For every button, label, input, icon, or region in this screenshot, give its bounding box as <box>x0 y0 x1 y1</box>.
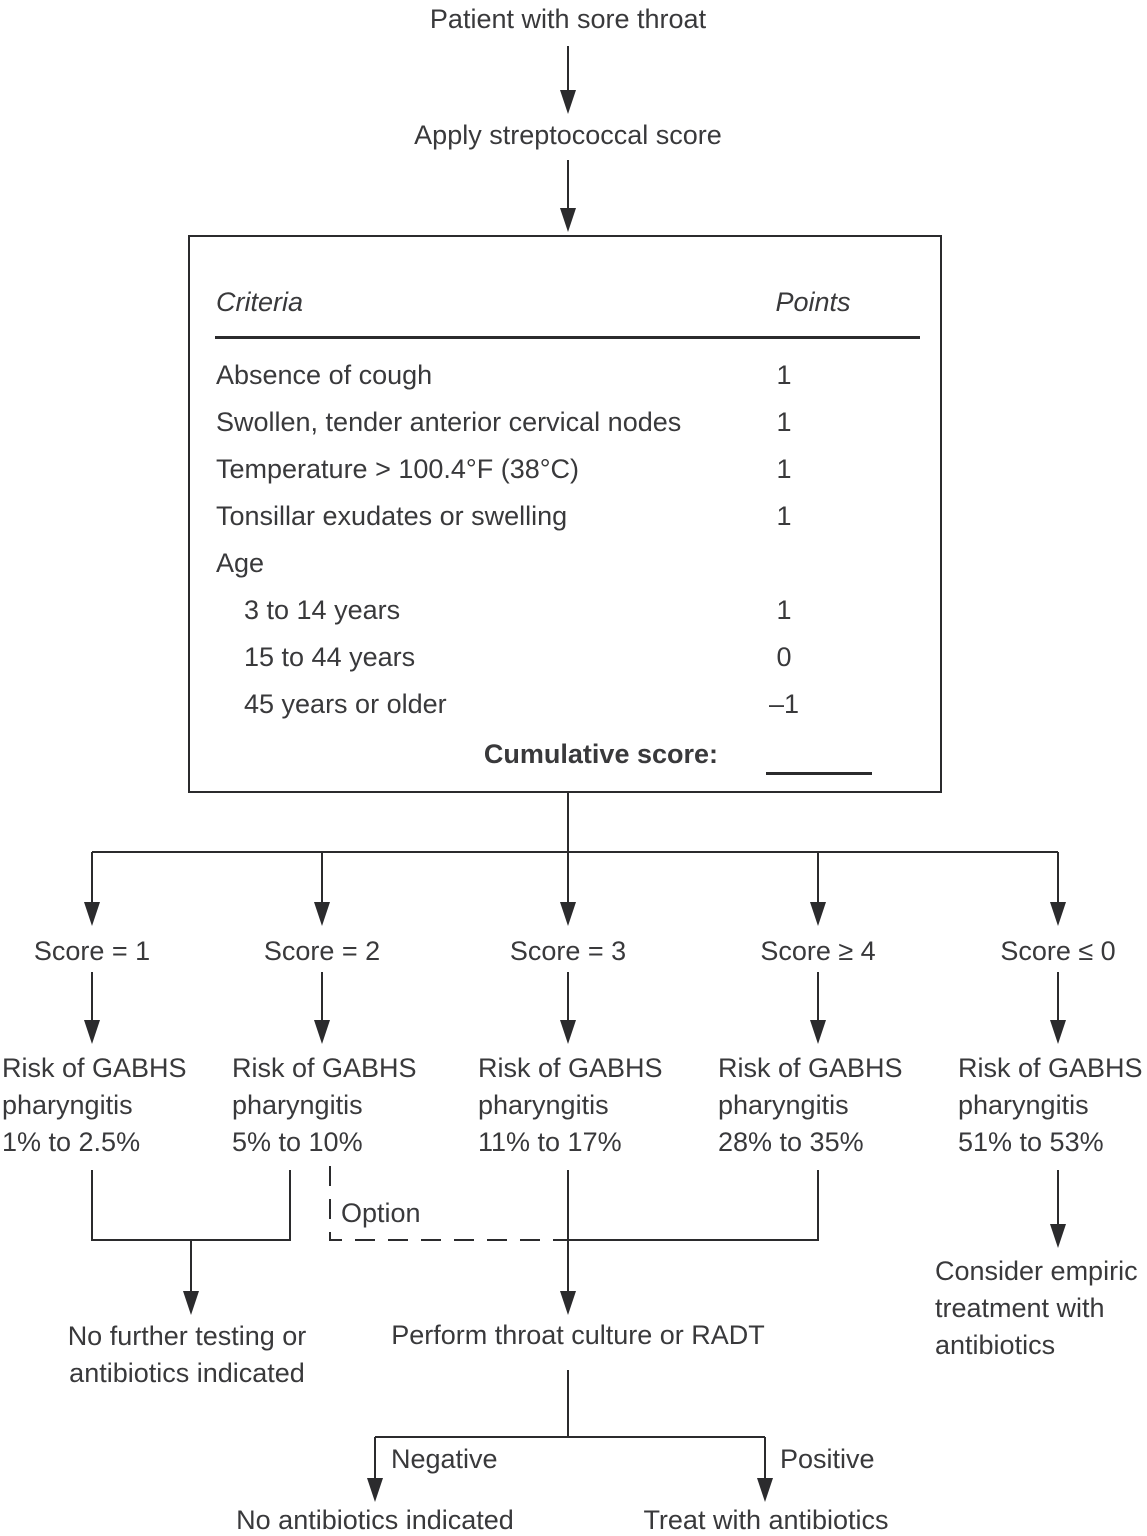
criteria-label: Age <box>216 548 265 578</box>
no-antibiotics-node: No antibiotics indicated <box>236 1505 514 1535</box>
criteria-label: Temperature > 100.4°F (38°C) <box>216 454 580 484</box>
points-value: 1 <box>776 360 792 390</box>
criteria-label: 15 to 44 years <box>244 642 416 672</box>
risk-line: pharyngitis <box>2 1090 133 1120</box>
positive-label: Positive <box>780 1444 875 1474</box>
points-value: 1 <box>776 595 792 625</box>
risk-arrow-4 <box>810 972 826 1044</box>
table-row <box>190 358 940 392</box>
negative-label: Negative <box>391 1444 498 1474</box>
table-row <box>190 499 940 533</box>
risk-line: pharyngitis <box>232 1090 363 1120</box>
no-testing-node <box>37 1318 337 1392</box>
score-4-label: Score ≥ 4 <box>760 936 876 966</box>
table-row <box>190 593 940 627</box>
action-line: treatment with <box>935 1293 1105 1323</box>
criteria-label: Swollen, tender anterior cervical nodes <box>216 407 682 437</box>
risk-text-2 <box>232 1050 442 1161</box>
arrow-apply-to-table <box>560 160 576 232</box>
criteria-label: Tonsillar exudates or swelling <box>216 501 568 531</box>
table-row <box>190 452 940 486</box>
criteria-column-header: Criteria <box>216 287 304 317</box>
risk-text-4 <box>718 1050 928 1161</box>
risk-line: pharyngitis <box>478 1090 609 1120</box>
branch-arrow-score-4 <box>810 852 826 926</box>
score-3-label: Score = 3 <box>509 936 627 966</box>
table-row <box>190 405 940 439</box>
points-value: –1 <box>768 689 800 719</box>
table-row <box>190 687 940 721</box>
arrow-consider-empiric <box>1050 1170 1066 1248</box>
risk-line: Risk of GABHS <box>958 1053 1143 1083</box>
points-column-header: Points <box>775 287 851 317</box>
risk-line: pharyngitis <box>718 1090 849 1120</box>
risk-line: 28% to 35% <box>718 1127 864 1157</box>
perform-culture-node: Perform throat culture or RADT <box>391 1320 765 1350</box>
risk-line: Risk of GABHS <box>232 1053 417 1083</box>
action-line: antibiotics <box>935 1330 1056 1360</box>
risk-line: Risk of GABHS <box>718 1053 903 1083</box>
arrow-perform-culture <box>560 1170 576 1315</box>
points-value: 1 <box>776 454 792 484</box>
consider-empiric-node <box>935 1253 1147 1364</box>
bracket-scores-1-2 <box>92 1170 290 1240</box>
points-value: 0 <box>776 642 792 672</box>
cumulative-score-label: Cumulative score: <box>483 739 718 769</box>
branch-arrow-score-2 <box>314 852 330 926</box>
risk-arrow-5 <box>1050 972 1066 1044</box>
risk-text-5 <box>958 1050 1147 1161</box>
risk-line: 51% to 53% <box>958 1127 1104 1157</box>
risk-line: 5% to 10% <box>232 1127 363 1157</box>
score-0-label: Score ≤ 0 <box>1000 936 1116 966</box>
branch-arrow-score-3 <box>560 852 576 926</box>
arrow-positive-result <box>757 1437 773 1502</box>
score-table-box <box>188 235 942 793</box>
action-line: Consider empiric <box>935 1256 1138 1286</box>
risk-text-1 <box>2 1050 212 1161</box>
action-line: antibiotics indicated <box>69 1358 305 1388</box>
score-1-label: Score = 1 <box>33 936 151 966</box>
treat-antibiotics-node: Treat with antibiotics <box>643 1505 889 1535</box>
points-value: 1 <box>776 501 792 531</box>
risk-line: Risk of GABHS <box>478 1053 663 1083</box>
score-2-label: Score = 2 <box>263 936 381 966</box>
risk-line: Risk of GABHS <box>2 1053 187 1083</box>
branch-arrow-score-0 <box>1050 852 1066 926</box>
branch-arrow-score-1 <box>84 852 100 926</box>
elbow-score-4 <box>568 1170 818 1240</box>
risk-text-3 <box>478 1050 688 1161</box>
risk-arrow-1 <box>84 972 100 1044</box>
table-header-rule <box>215 336 920 339</box>
risk-arrow-2 <box>314 972 330 1044</box>
risk-line: pharyngitis <box>958 1090 1089 1120</box>
apply-score-node: Apply streptococcal score <box>414 120 722 150</box>
criteria-label: 45 years or older <box>244 689 447 719</box>
risk-line: 1% to 2.5% <box>2 1127 141 1157</box>
option-label: Option <box>341 1198 421 1228</box>
table-row <box>190 640 940 674</box>
arrow-start-to-apply <box>560 46 576 114</box>
points-value: 1 <box>776 407 792 437</box>
arrow-no-testing <box>183 1240 199 1315</box>
cumulative-score-blank <box>766 746 872 775</box>
table-row <box>190 546 940 580</box>
criteria-label: Absence of cough <box>216 360 433 390</box>
action-line: No further testing or <box>67 1321 307 1351</box>
start-node: Patient with sore throat <box>429 4 707 34</box>
risk-arrow-3 <box>560 972 576 1044</box>
arrow-negative-result <box>367 1437 383 1502</box>
risk-line: 11% to 17% <box>478 1127 622 1157</box>
criteria-label: 3 to 14 years <box>244 595 401 625</box>
